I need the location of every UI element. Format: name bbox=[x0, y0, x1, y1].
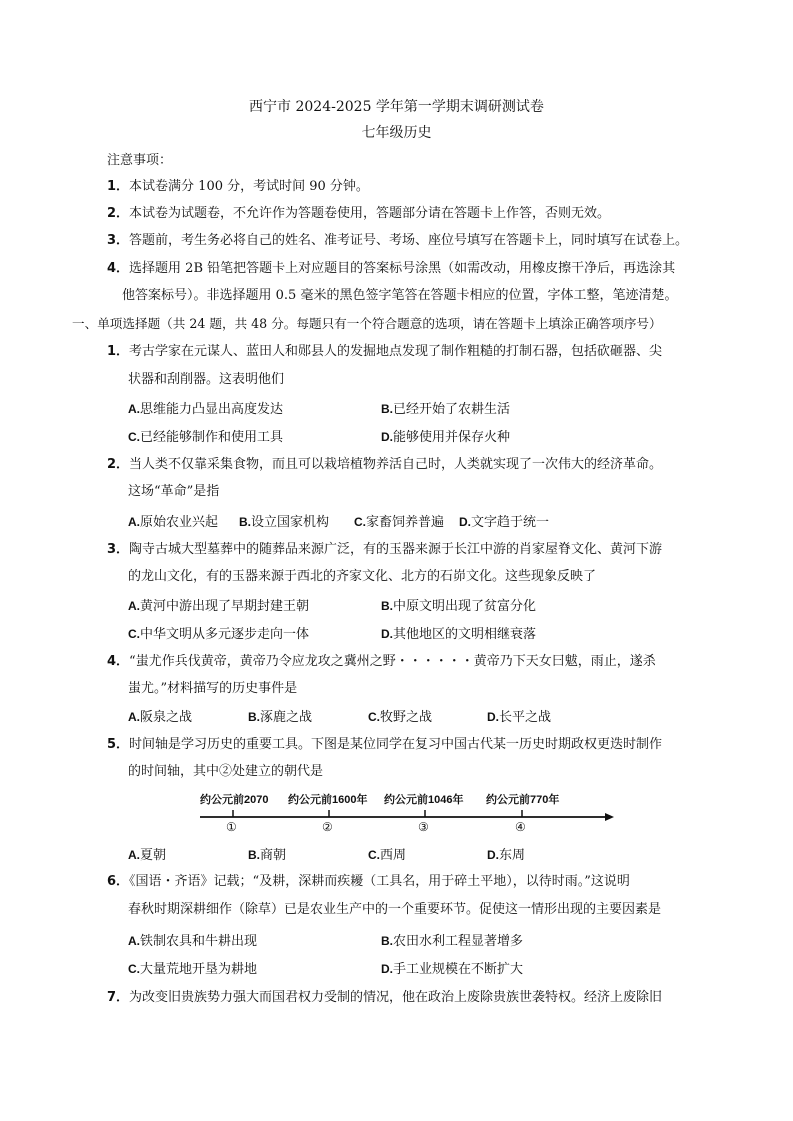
timeline-mark: ④ bbox=[515, 820, 526, 834]
notice-number: 4． bbox=[107, 261, 130, 276]
question-7 bbox=[107, 989, 662, 1007]
timeline-arrow-icon bbox=[605, 813, 614, 821]
question-3 bbox=[107, 541, 662, 559]
question-text: 当人类不仅靠采集食物，而且可以栽培植物养活自己时，人类就实现了一次伟大的经济革命。 bbox=[129, 457, 663, 472]
question-text: 《国语・齐语》记载；“及耕，深耕而疾耰（工具名，用于碎土平地），以待时雨。”这说明 bbox=[129, 874, 630, 889]
question-text-continued: 这场“革命”是指 bbox=[128, 484, 220, 499]
option-d: D.长平之战 bbox=[487, 710, 552, 725]
question-text: 陶寺古城大型墓葬中的随葬品来源广泛，有的玉器来源于长江中游的肖家屋脊文化、黄河下游 bbox=[129, 542, 663, 557]
notice-text-continued: 他答案标号）。非选择题用 0.5 毫米的黑色签字笔答在答题卡相应的位置，字体工整，笔迹清楚。 bbox=[122, 288, 678, 303]
timeline-date: 约公元前770年 bbox=[486, 794, 560, 806]
timeline-date: 约公元前1046年 bbox=[384, 794, 464, 806]
timeline-mark: ① bbox=[226, 820, 237, 834]
question-text: “蚩尤作兵伐黄帝，黄帝乃令应龙攻之冀州之野・・・・・・黄帝乃下天女曰魃，雨止，遂杀 bbox=[129, 654, 656, 669]
question-number: 6． bbox=[107, 874, 130, 889]
question-1 bbox=[107, 343, 662, 361]
question-number: 7． bbox=[107, 990, 130, 1005]
question-text: 时间轴是学习历史的重要工具。下图是某位同学在复习中国古代某一历史时期政权更迭时制作 bbox=[129, 737, 663, 752]
question-text-continued: 春秋时期深耕细作（除草）已是农业生产中的一个重要环节。促使这一情形出现的主要因素是 bbox=[128, 902, 662, 917]
question-number: 4． bbox=[107, 654, 130, 669]
question-2 bbox=[107, 456, 662, 474]
option-a: A.夏朝 bbox=[128, 848, 167, 863]
question-4 bbox=[107, 653, 656, 671]
timeline-date: 约公元前1600年 bbox=[288, 794, 368, 806]
question-text-continued: 的时间轴，其中②处建立的朝代是 bbox=[128, 764, 324, 779]
timeline-date: 约公元前2070 bbox=[200, 794, 269, 806]
option-b: B.涿鹿之战 bbox=[248, 710, 313, 725]
option-a: A.铁制农具和牛耕出现 bbox=[128, 934, 258, 949]
question-5 bbox=[107, 736, 662, 754]
option-a: A.黄河中游出现了早期封建王朝 bbox=[128, 599, 310, 614]
option-a: A.阪泉之战 bbox=[128, 710, 193, 725]
question-number: 3． bbox=[107, 542, 130, 557]
option-c: C.西周 bbox=[368, 848, 407, 863]
option-d: D.其他地区的文明相继衰落 bbox=[381, 627, 537, 642]
timeline-mark: ② bbox=[322, 820, 333, 834]
notice-item bbox=[107, 178, 369, 196]
timeline-mark: ③ bbox=[418, 820, 429, 834]
option-c: C.中华文明从多元逐步走向一体 bbox=[128, 627, 310, 642]
question-text-continued: 蚩尤。”材料描写的历史事件是 bbox=[128, 681, 298, 696]
question-text-continued: 的龙山文化，有的玉器来源于西北的齐家文化、北方的石峁文化。这些现象反映了 bbox=[128, 569, 597, 584]
option-c: C.牧野之战 bbox=[368, 710, 433, 725]
option-d: D.手工业规模在不断扩大 bbox=[381, 962, 524, 977]
option-b: B.中原文明出现了贫富分化 bbox=[381, 599, 537, 614]
option-d: D.能够使用并保存火种 bbox=[381, 430, 511, 445]
option-a: A.思维能力凸显出高度发达 bbox=[128, 402, 284, 417]
question-number: 5． bbox=[107, 737, 130, 752]
option-b: B.商朝 bbox=[248, 848, 287, 863]
notice-text: 本试卷满分 100 分，考试时间 90 分钟。 bbox=[129, 179, 369, 194]
page-title: 西宁市 2024-2025 学年第一学期末调研测试卷 bbox=[249, 99, 544, 115]
option-b: B.农田水利工程显著增多 bbox=[381, 934, 524, 949]
notice-number: 1． bbox=[107, 179, 130, 194]
question-text-continued: 状器和刮削器。这表明他们 bbox=[128, 372, 285, 387]
notice-text: 本试卷为试题卷，不允许作为答题卷使用，答题部分请在答题卡上作答，否则无效。 bbox=[129, 206, 611, 221]
option-d: D.东周 bbox=[487, 848, 526, 863]
option-c: C.家畜饲养普遍 bbox=[354, 515, 445, 530]
option-b: B.已经开始了农耕生活 bbox=[381, 402, 511, 417]
option-b: B.设立国家机构 bbox=[239, 515, 330, 530]
section-heading: 一、单项选择题（共 24 题，共 48 分。每题只有一个符合题意的选项，请在答题卡上填涂正确答项序号） bbox=[72, 316, 662, 331]
question-number: 2． bbox=[107, 457, 130, 472]
notice-number: 2． bbox=[107, 206, 130, 221]
notice-text: 选择题用 2B 铅笔把答题卡上对应题目的答案标号涂黑（如需改动，用橡皮擦干净后，再选涂其 bbox=[129, 261, 676, 276]
timeline-figure bbox=[200, 790, 615, 834]
option-d: D.文字趋于统一 bbox=[459, 515, 550, 530]
option-a: A.原始农业兴起 bbox=[128, 515, 219, 530]
notice-item bbox=[107, 232, 688, 250]
notice-number: 3． bbox=[107, 233, 130, 248]
notice-heading: 注意事项： bbox=[107, 153, 173, 168]
option-c: C.已经能够制作和使用工具 bbox=[128, 430, 284, 445]
question-number: 1． bbox=[107, 344, 130, 359]
page-subtitle: 七年级历史 bbox=[361, 125, 432, 141]
notice-text: 答题前，考生务必将自己的姓名、准考证号、考场、座位号填写在答题卡上，同时填写在试卷上。 bbox=[129, 233, 689, 248]
question-text: 为改变旧贵族势力强大而国君权力受制的情况，他在政治上废除贵族世袭特权。经济上废除旧 bbox=[129, 990, 663, 1005]
notice-item bbox=[107, 205, 610, 223]
option-c: C.大量荒地开垦为耕地 bbox=[128, 962, 258, 977]
question-text: 考古学家在元谋人、蓝田人和郧县人的发掘地点发现了制作粗糙的打制石器，包括砍砸器、尖 bbox=[129, 344, 663, 359]
question-6 bbox=[107, 873, 630, 891]
notice-item bbox=[107, 260, 675, 278]
